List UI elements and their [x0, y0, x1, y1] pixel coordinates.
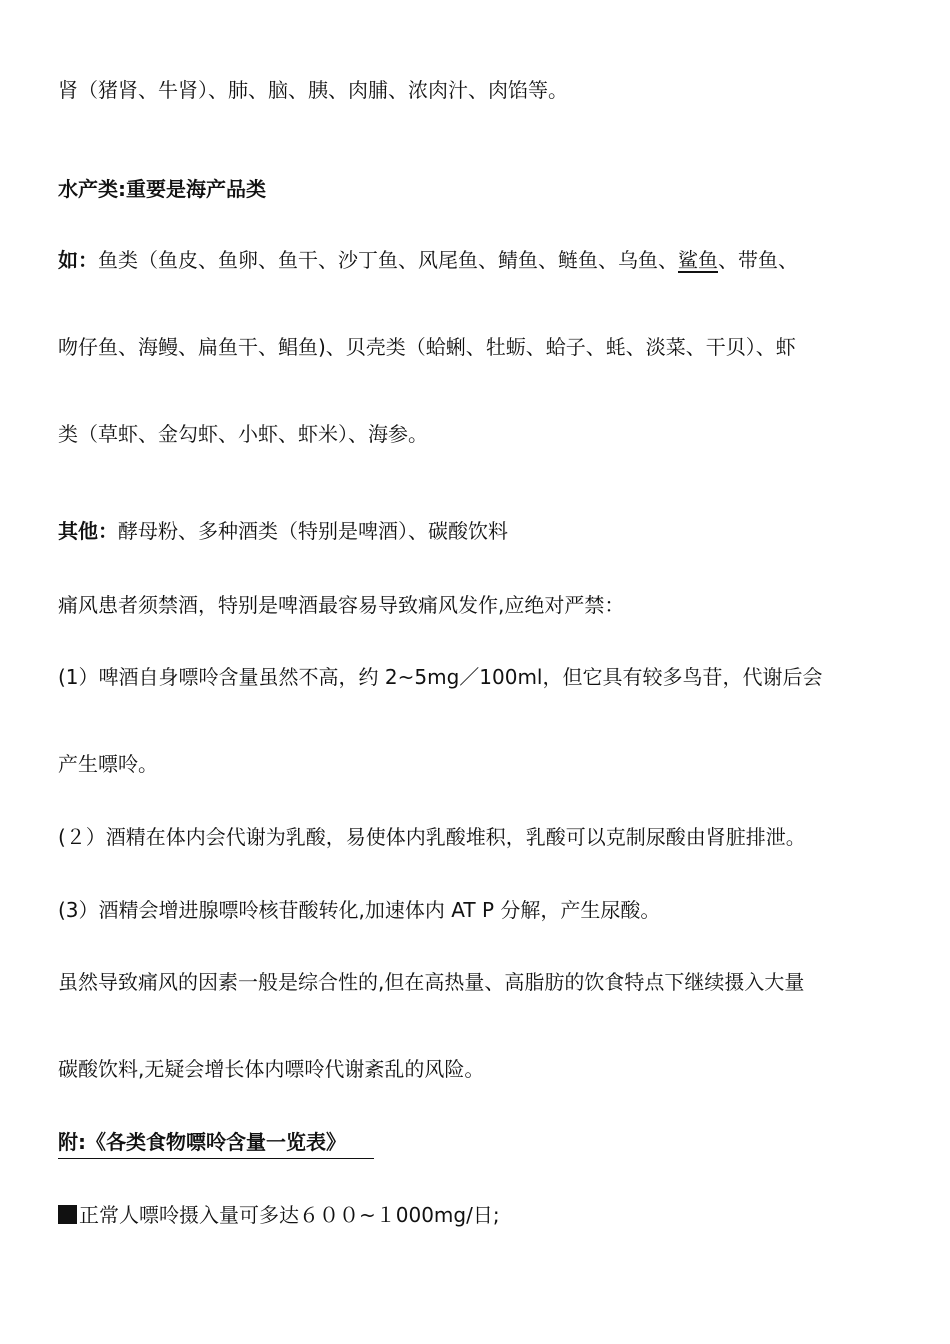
point-2-text: (２）酒精在体内会代谢为乳酸，易使体内乳酸堆积，乳酸可以克制尿酸由肾脏排泄。 [58, 825, 806, 849]
point-1-text-b: 产生嘌呤。 [58, 752, 158, 776]
text-line-seafood-3 [58, 420, 898, 448]
text-organ-meats: 肾（猪肾、牛肾）、肺、脑、胰、肉脯、浓肉汁、肉馅等。 [58, 78, 568, 102]
seafood-shellfish-list: 吻仔鱼、海鳗、扁鱼干、鲳鱼)、贝壳类（蛤蜊、牡蛎、蛤子、蚝、淡菜、干贝）、虾 [58, 335, 796, 359]
text-line-normal-intake [58, 1201, 898, 1229]
text-line-point-1a [58, 663, 898, 691]
seafood-label: 如： [58, 248, 98, 272]
point-1-text-a: (1）啤酒自身嘌呤含量虽然不高，约 2~5mg／100ml，但它具有较多鸟苷，代谢后会 [58, 665, 823, 689]
seafood-heading-text: 水产类:重要是海产品类 [58, 177, 266, 201]
black-square-icon [58, 1205, 77, 1224]
seafood-shrimp-list: 类（草虾、金勾虾、小虾、虾米）、海参。 [58, 422, 428, 446]
seafood-shark-word: 鲨鱼 [678, 248, 718, 272]
seafood-heading [58, 175, 898, 203]
text-line-point-2 [58, 823, 898, 851]
text-line-summary-b [58, 1055, 898, 1083]
other-label: 其他： [58, 519, 118, 543]
text-line-point-1b [58, 750, 898, 778]
other-text: 酵母粉、多种酒类（特别是啤酒）、碳酸饮料 [118, 519, 508, 543]
summary-text-b: 碳酸饮料,无疑会增长体内嘌呤代谢紊乱的风险。 [58, 1057, 485, 1081]
text-line-summary-a [58, 968, 898, 996]
text-line-organ-meats [58, 76, 898, 104]
text-line-seafood-2 [58, 333, 898, 361]
seafood-fish-list-a: 鱼类（鱼皮、鱼卵、鱼干、沙丁鱼、风尾鱼、鲭鱼、鲢鱼、乌鱼、 [98, 248, 678, 272]
text-line-other [58, 517, 898, 545]
appendix-title-text: 附:《各类食物嘌呤含量一览表》 [58, 1130, 346, 1154]
point-3-text: (3）酒精会增进腺嘌呤核苷酸转化,加速体内 AT P 分解，产生尿酸。 [58, 898, 661, 922]
text-line-alcohol-intro [58, 591, 898, 619]
appendix-title [58, 1128, 374, 1159]
text-line-seafood-1 [58, 246, 898, 274]
text-line-point-3 [58, 896, 898, 924]
summary-text-a: 虽然导致痛风的因素一般是综合性的,但在高热量、高脂肪的饮食特点下继续摄入大量 [58, 970, 805, 994]
normal-intake-text: 正常人嘌呤摄入量可多达６００~１000mg/日; [79, 1203, 500, 1227]
appendix-title-line [58, 1128, 898, 1159]
alcohol-intro-text: 痛风患者须禁酒，特别是啤酒最容易导致痛风发作,应绝对严禁： [58, 593, 625, 617]
seafood-fish-list-b: 、带鱼、 [718, 248, 798, 272]
